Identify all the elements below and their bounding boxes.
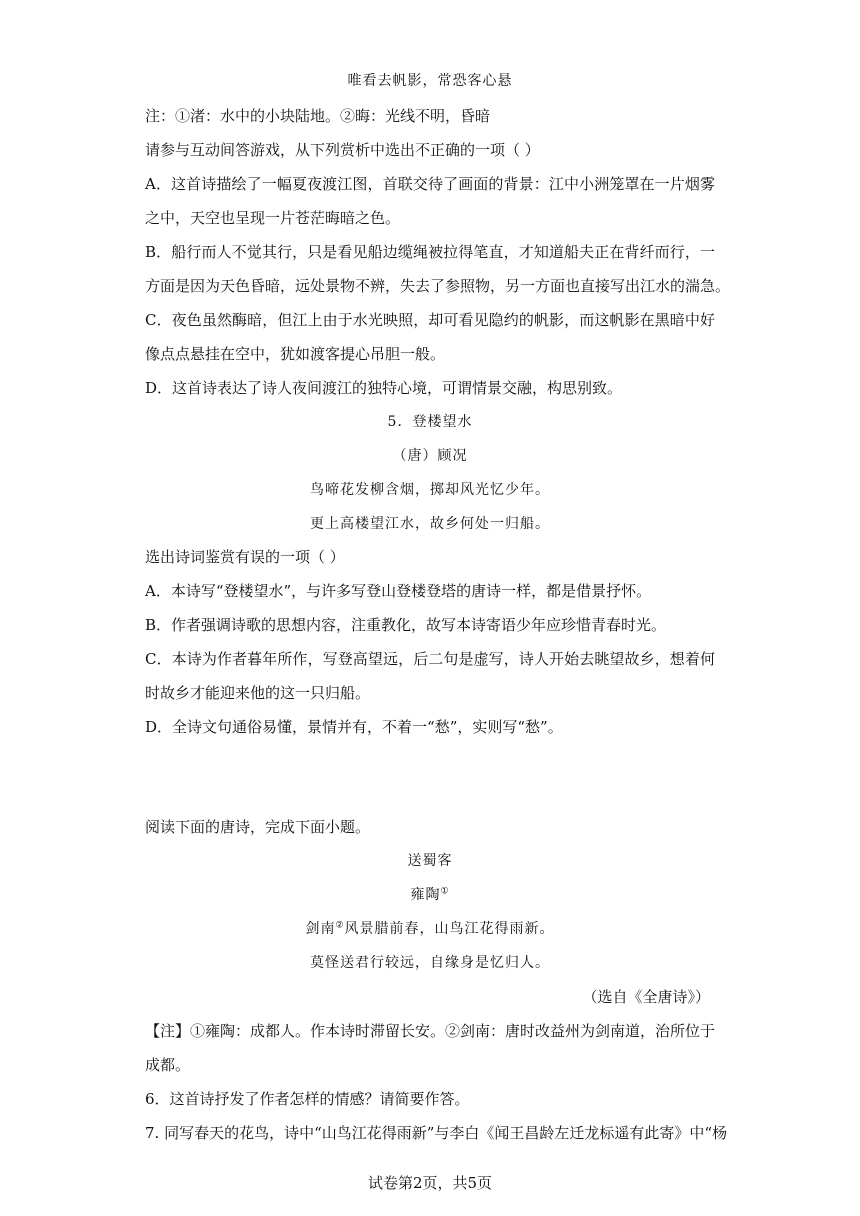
- poem-author: （唐）顾况: [392, 448, 468, 464]
- option-b-cont: 方面是因为天色昏暗，远处景物不辨，失去了参照物，另一方面也直接写出江水的湍急。: [145, 277, 731, 295]
- question-7: 7. 同写春天的花鸟，诗中“山鸟江花得雨新”与李白《闻王昌龄左迁龙标遥有此寄》中“杨: [145, 1124, 728, 1142]
- option-b-2: B．作者强调诗歌的思想内容，注重教化，故写本诗寄语少年应珍惜青春时光。: [145, 616, 667, 634]
- reading-instruction: 阅读下面的唐诗，完成下面小题。: [145, 818, 371, 836]
- poem-2-notes: 【注】①雍陶：成都人。作本诗时滞留长安。②剑南：唐时改益州为剑南道，治所位于: [145, 1022, 716, 1040]
- question-6: 6．这首诗抒发了作者怎样的情感？请简要作答。: [145, 1090, 470, 1108]
- option-c-2: C．本诗为作者暮年所作，写登高望远，后二句是虚写，诗人开始去眺望故乡，想着何: [145, 650, 715, 668]
- poem-source: （选自《全唐诗》）: [582, 988, 710, 1006]
- page-footer: 试卷第2页，共5页: [367, 1174, 493, 1192]
- poem-title-2: 送蜀客: [407, 853, 453, 869]
- option-c-cont: 像点点悬挂在空中，犹如渡客提心吊胆一般。: [145, 345, 446, 363]
- option-d-2: D．全诗文句通俗易懂，景情并有，不着一“愁”，实则写“愁”。: [145, 718, 563, 736]
- poem-last-line: 唯看去帆影，常恐客心悬: [347, 73, 513, 89]
- footnote-marker: ①: [440, 886, 450, 897]
- poem-text: 风景腊前春，山鸟江花得雨新。: [344, 921, 555, 937]
- author-name: 雍陶: [410, 887, 441, 903]
- poem-line-1: 鸟啼花发柳含烟，掷却风光忆少年。: [310, 482, 550, 498]
- option-a-cont: 之中，天空也呈现一片苍茫晦暗之色。: [145, 209, 401, 227]
- poem-2-notes-cont: 成都。: [145, 1056, 191, 1074]
- poem-line-2: 更上高楼望江水，故乡何处一归船。: [310, 516, 550, 532]
- footnote-marker: ②: [335, 920, 345, 931]
- option-b: B．船行而人不觉其行，只是看见船边缆绳被拉得笔直，才知道船夫正在背纤而行，一: [145, 243, 715, 261]
- option-c-2-cont: 时故乡才能迎来他的这一只归船。: [145, 684, 371, 702]
- question-prompt: 请参与互动间答游戏，从下列赏析中选出不正确的一项（ ）: [145, 141, 540, 159]
- poem-2-line-2: 莫怪送君行较远，自缘身是忆归人。: [310, 955, 550, 971]
- option-a: A．这首诗描绘了一幅夏夜渡江图，首联交待了画面的背景：江中小洲笼罩在一片烟雾: [145, 175, 715, 193]
- poem-title: 5．登楼望水: [387, 414, 473, 430]
- poem-notes: 注：①渚：水中的小块陆地。②晦：光线不明，昏暗: [145, 107, 491, 125]
- question-prompt-2: 选出诗词鉴赏有误的一项（ ）: [145, 548, 345, 566]
- option-a-2: A．本诗写“登楼望水”，与许多写登山登楼登塔的唐诗一样，都是借景抒怀。: [145, 582, 652, 600]
- option-d: D．这首诗表达了诗人夜间渡江的独特心境，可谓情景交融，构思别致。: [145, 379, 623, 397]
- poem-author-2: [145, 884, 715, 906]
- place-name: 剑南: [305, 921, 336, 937]
- option-c: C．夜色虽然酶暗，但江上由于水光映照，却可看见隐约的帆影，而这帆影在黑暗中好: [145, 311, 715, 329]
- poem-2-line-1: [145, 918, 715, 940]
